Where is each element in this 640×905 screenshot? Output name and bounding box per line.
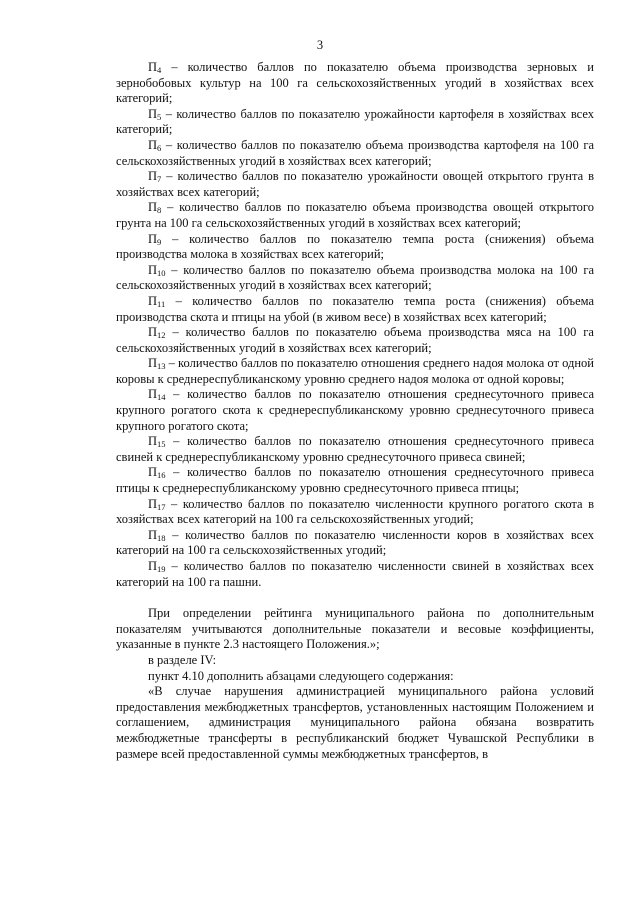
indicator-symbol: П xyxy=(148,169,158,184)
indicator-symbol: П xyxy=(148,262,158,277)
indicator-index: 9 xyxy=(157,236,162,247)
indicator-paragraph xyxy=(116,356,594,387)
indicator-symbol: П xyxy=(148,559,158,573)
indicator-paragraph xyxy=(116,294,594,325)
indicator-description: – количество баллов по показателю объема производства мяса на 100 га сельскохозяйственных угодий в хозяйствах всех категорий; xyxy=(116,325,594,355)
indicator-description: – количество баллов по показателю урожайности овощей открытого грунта в хозяйствах всех категорий; xyxy=(116,169,594,199)
indicator-description: – количество баллов по показателю урожайности картофеля в хозяйствах всех категорий; xyxy=(116,106,594,137)
indicator-symbol: П xyxy=(148,137,158,152)
indicator-symbol: П xyxy=(148,465,158,480)
indicator-symbol: П xyxy=(148,527,158,542)
indicator-index: 12 xyxy=(157,330,166,341)
indicator-index: 4 xyxy=(157,65,162,75)
quoted-amendment-paragraph: «В случае нарушения администрацией муниципального района условий предоставления межбюджетных трансфертов, установленных настоящим Положением и соглашением, администрация муниципального района обязана возвратить межбюджетные трансферты в республиканский бюджет Чувашской Республики в размере всей предоставленной суммы межбюджетных трансфертов, в xyxy=(116,684,594,761)
indicator-symbol: П xyxy=(148,496,158,511)
indicator-paragraph xyxy=(116,138,594,169)
indicator-paragraph xyxy=(116,325,594,356)
indicator-symbol: П xyxy=(148,325,158,340)
indicator-paragraph xyxy=(116,107,594,138)
indicator-description: – количество баллов по показателю численности свиней в хозяйствах всех категорий на 100 га пашни. xyxy=(116,559,594,589)
indicator-description: – количество баллов по показателю объема производства зерновых и зернобобовых культур на 100 га сельскохозяйственных угодий в хозяйствах всех категорий; xyxy=(116,60,594,106)
indicator-index: 15 xyxy=(157,439,166,450)
indicator-index: 19 xyxy=(157,564,166,574)
indicator-index: 13 xyxy=(157,361,166,372)
indicator-description: – количество баллов по показателю объема производства овощей открытого грунта на 100 га сельскохозяйственных угодий в хозяйствах всех категорий; xyxy=(116,200,594,230)
indicator-index: 5 xyxy=(157,111,162,122)
indicator-paragraph xyxy=(116,497,594,528)
indicator-index: 10 xyxy=(157,267,166,278)
indicator-index: 6 xyxy=(157,142,162,153)
indicator-paragraph xyxy=(116,528,594,559)
indicator-symbol: П xyxy=(148,293,158,308)
indicator-paragraph xyxy=(116,263,594,294)
section-reference-paragraph: в разделе IV: xyxy=(148,652,217,667)
document-body xyxy=(116,60,594,762)
indicator-description: – количество баллов по показателю численности крупного рогатого скота в хозяйствах всех категорий на 100 га сельскохозяйственных угодий; xyxy=(116,496,594,527)
rating-note-paragraph: При определении рейтинга муниципального района по дополнительным показателям учитываются дополнительные показатели и весовые коэффициенты, указанные в пункте 2.3 настоящего Положения.»; xyxy=(116,606,594,652)
indicator-paragraph xyxy=(116,387,594,434)
indicator-paragraph xyxy=(116,169,594,200)
indicator-index: 7 xyxy=(157,174,162,185)
indicator-symbol: П xyxy=(148,231,158,246)
indicator-paragraph xyxy=(116,434,594,465)
indicator-index: 14 xyxy=(157,392,166,403)
page-number: 3 xyxy=(316,38,324,52)
indicator-symbol: П xyxy=(148,387,158,402)
indicator-symbol: П xyxy=(148,60,158,74)
indicator-symbol: П xyxy=(148,106,158,121)
indicator-description: – количество баллов по показателю численности коров в хозяйствах всех категорий на 100 га сельскохозяйственных угодий; xyxy=(116,527,594,558)
indicator-symbol: П xyxy=(148,200,158,215)
indicator-description: – количество баллов по показателю темпа роста (снижения) объема производства молока в хозяйствах всех категорий; xyxy=(116,231,594,262)
indicator-index: 17 xyxy=(157,501,166,512)
indicator-paragraph xyxy=(116,200,594,231)
indicator-description: – количество баллов по показателю объема производства картофеля на 100 га сельскохозяйственных угодий в хозяйствах всех категорий; xyxy=(116,137,594,168)
indicator-description: – количество баллов по показателю отношения среднего надоя молока от одной коровы к среднереспубликанскому уровню среднего надоя молока от одной коровы; xyxy=(116,356,594,386)
indicator-index: 8 xyxy=(157,205,162,216)
indicator-description: – количество баллов по показателю отношения среднесуточного привеса свиней к среднереспубликанскому уровню среднесуточного привеса свиней; xyxy=(116,434,594,464)
indicator-paragraph xyxy=(116,465,594,496)
indicator-index: 16 xyxy=(157,470,166,481)
indicator-index: 11 xyxy=(157,298,166,309)
indicator-paragraph xyxy=(116,559,594,590)
indicator-symbol: П xyxy=(148,434,158,449)
amendment-instruction-paragraph: пункт 4.10 дополнить абзацами следующего содержания: xyxy=(148,668,454,683)
indicator-description: – количество баллов по показателю отношения среднесуточного привеса крупного рогатого скота к среднереспубликанскому уровню среднесуточного привеса крупного рогатого скота; xyxy=(116,387,594,433)
indicator-paragraph xyxy=(116,60,594,107)
indicator-symbol: П xyxy=(148,356,158,371)
indicator-paragraph xyxy=(116,232,594,263)
indicator-index: 18 xyxy=(157,532,166,543)
indicator-description: – количество баллов по показателю объема производства молока на 100 га сельскохозяйственных угодий в хозяйствах всех категорий; xyxy=(116,262,594,293)
indicator-description: – количество баллов по показателю темпа роста (снижения) объема производства скота и птицы на убой (в живом весе) в хозяйствах всех категорий; xyxy=(116,293,594,324)
indicator-description: – количество баллов по показателю отношения среднесуточного привеса птицы к среднереспубликанскому уровню среднесуточного привеса птицы; xyxy=(116,465,594,496)
